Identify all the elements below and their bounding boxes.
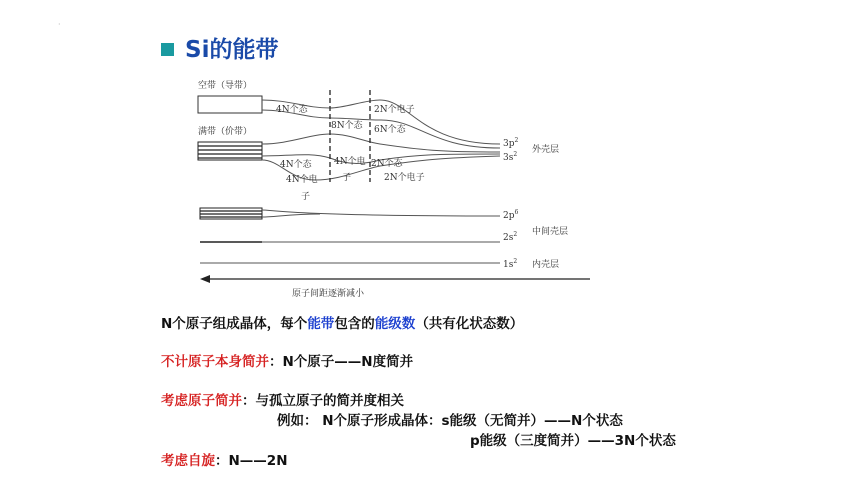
line2-part-b: ：N个原子——N度简并 xyxy=(269,354,414,370)
inner-shell-label: 内壳层 xyxy=(532,260,560,270)
line6-part-b: ：N——2N xyxy=(215,453,288,469)
level-2s: $2s^2$ xyxy=(503,231,518,243)
text-line-6 xyxy=(161,449,288,469)
label-center-4n-electrons: 4N个电 xyxy=(334,157,366,167)
level-3s: $3s^2$ xyxy=(503,151,518,163)
emphasis-energy-band: 能带 xyxy=(307,316,335,332)
label-2n-electrons-lower: 2N个电子 xyxy=(384,173,425,183)
label-bottom-4n-electrons-cont: 子 xyxy=(301,192,311,202)
valence-band-box xyxy=(198,142,262,160)
title-bullet-icon xyxy=(161,43,174,56)
valence-band-label: 满带（价带） xyxy=(198,127,253,137)
line1-part-a: N个原子组成晶体，每个 xyxy=(161,316,308,332)
label-8n-states: 8N个态 xyxy=(331,121,363,131)
line3-part-b: ：与孤立原子的简并度相关 xyxy=(242,393,404,409)
axis-label: 原子间距逐渐减小 xyxy=(292,289,365,299)
corner-mark: · xyxy=(58,20,61,29)
middle-shell-label: 中间壳层 xyxy=(532,227,569,237)
emphasis-level-count: 能级数 xyxy=(374,316,416,332)
label-center-4n-electrons-cont: 子 xyxy=(342,173,352,183)
emphasis-spin: 考虑自旋 xyxy=(161,453,215,469)
conduction-band-box xyxy=(198,96,262,113)
label-6n-states: 6N个态 xyxy=(374,125,406,135)
text-line-3 xyxy=(161,389,404,409)
conduction-band-label: 空带（导带） xyxy=(198,81,253,91)
slide-title: Si的能带 xyxy=(185,37,279,63)
text-line-5: p能级（三度简并）——3N个状态 xyxy=(470,433,676,449)
text-line-1 xyxy=(161,312,523,332)
band-diagram xyxy=(180,72,600,302)
emphasis-atom-degeneracy: 考虑原子简并 xyxy=(161,393,242,409)
outer-shell-label: 外壳层 xyxy=(532,145,560,155)
label-2n-states: 2N个态 xyxy=(371,159,403,169)
text-line-2 xyxy=(161,350,413,370)
label-top-4n-states: 4N个态 xyxy=(276,105,308,115)
level-3p: $3p^2$ xyxy=(503,137,519,149)
label-lower-4n-states: 4N个态 xyxy=(280,160,312,170)
line1-part-e: （共有化状态数） xyxy=(415,316,524,332)
band-2p-box xyxy=(200,208,262,219)
label-bottom-4n-electrons: 4N个电 xyxy=(286,175,318,185)
text-line-4: 例如： N个原子形成晶体：s能级（无简并）——N个状态 xyxy=(277,413,623,429)
level-2p: $2p^6$ xyxy=(503,209,519,221)
line1-part-c: 包含的 xyxy=(334,316,375,332)
level-1s: $1s^2$ xyxy=(503,258,518,270)
emphasis-no-atom-degeneracy: 不计原子本身简并 xyxy=(161,354,269,370)
label-2n-electrons: 2N个电子 xyxy=(374,105,415,115)
